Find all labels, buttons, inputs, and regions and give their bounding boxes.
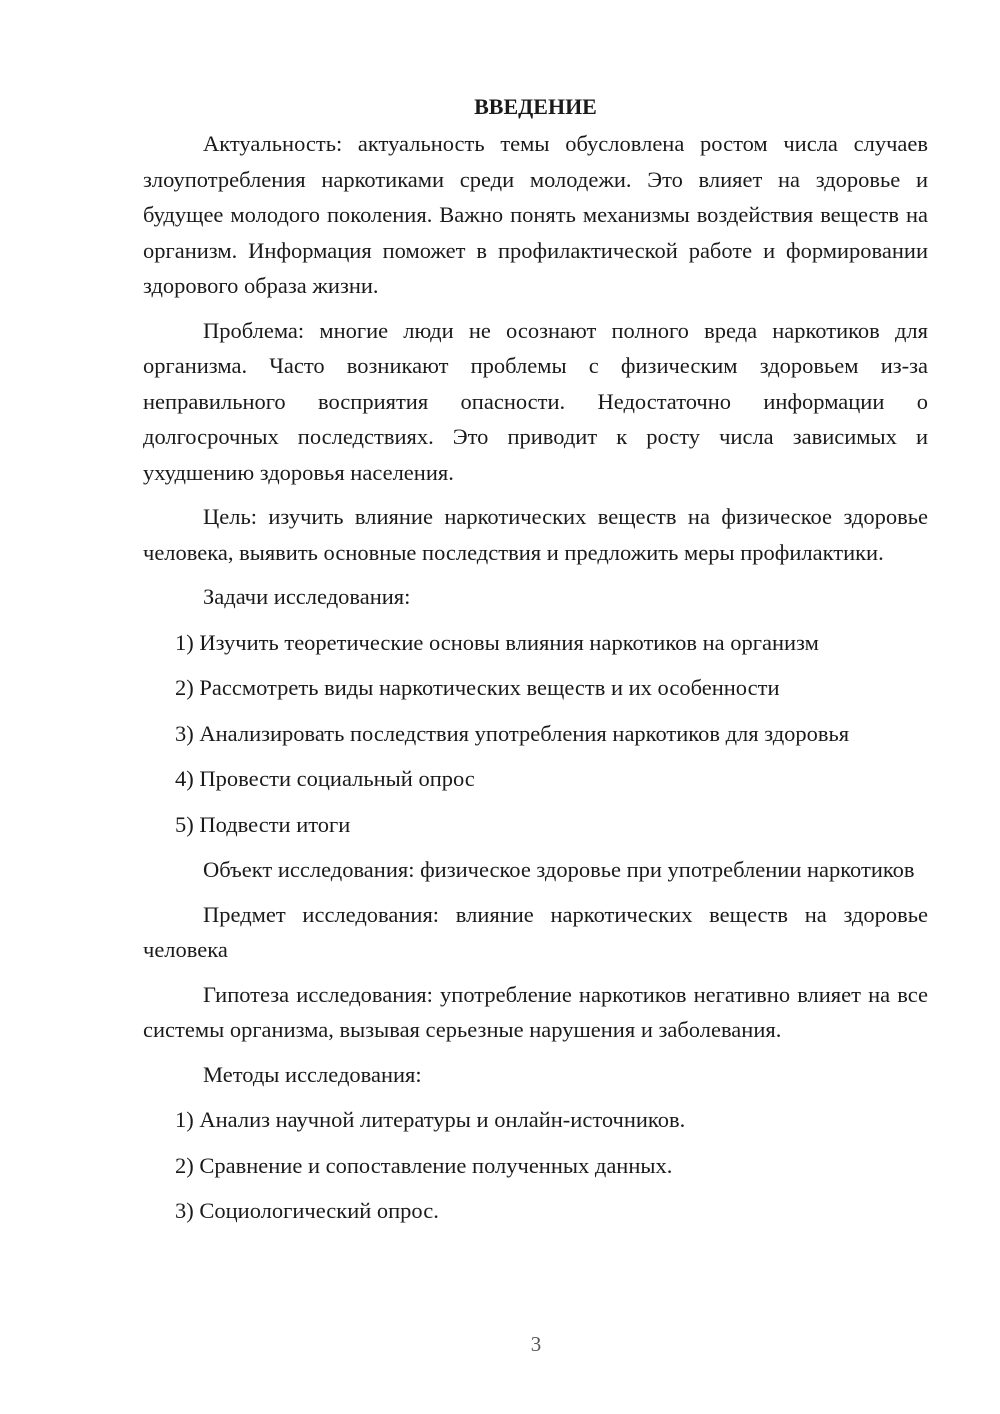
spacer bbox=[143, 1092, 928, 1102]
relevance-paragraph: Актуальность: актуальность темы обусловлена ростом числа случаев злоупотребления наркотиками среди молодежи. Это влияет на здоровье и будущее молодого поколения. Важно понять механизмы воздействия веществ на организм. Информация поможет в профилактической работе и формировании здорового образа жизни. bbox=[143, 131, 928, 298]
spacer bbox=[143, 304, 928, 313]
task-item: 2) Рассмотреть виды наркотических веществ и их особенности bbox=[175, 675, 780, 700]
spacer bbox=[143, 888, 928, 897]
task-item: 1) Изучить теоретические основы влияния наркотиков на организм bbox=[175, 629, 819, 655]
spacer bbox=[143, 490, 928, 499]
tasks-list bbox=[143, 625, 928, 843]
task-item: 3) Анализировать последствия употребления наркотиков для здоровья bbox=[175, 720, 850, 746]
page-number: 3 bbox=[530, 1332, 542, 1356]
goal-paragraph: Цель: изучить влияние наркотических веществ на физическое здоровье человека, выявить основные последствия и предложить меры профилактики. bbox=[143, 504, 928, 565]
subject-paragraph: Предмет исследования: влияние наркотических веществ на здоровье человека bbox=[143, 901, 928, 962]
spacer bbox=[143, 968, 928, 977]
document-page bbox=[143, 92, 928, 1239]
tasks-heading: Задачи исследования: bbox=[203, 584, 411, 609]
hypothesis-paragraph: Гипотеза исследования: употребление наркотиков негативно влияет на все системы организма, вызывая серьезные нарушения и заболевания. bbox=[143, 981, 928, 1042]
task-item: 5) Подвести итоги bbox=[175, 811, 351, 837]
document-title: ВВЕДЕНИЕ bbox=[474, 94, 597, 119]
methods-heading: Методы исследования: bbox=[203, 1061, 422, 1087]
problem-paragraph: Проблема: многие люди не осознают полного вреда наркотиков для организма. Часто возникают проблемы с физическим здоровьем из-за неправильного восприятия опасности. Недостаточно информации о долгосрочных последствиях. Это приводит к росту числа зависимых и ухудшению здоровья населения. bbox=[143, 317, 928, 485]
method-item: 3) Социологический опрос. bbox=[175, 1198, 439, 1223]
task-item: 4) Провести социальный опрос bbox=[175, 766, 475, 791]
spacer bbox=[143, 615, 928, 625]
methods-list bbox=[143, 1102, 928, 1229]
object-paragraph: Объект исследования: физическое здоровье при употреблении наркотиков bbox=[203, 857, 915, 882]
spacer bbox=[143, 570, 928, 579]
method-item: 1) Анализ научной литературы и онлайн-источников. bbox=[175, 1107, 686, 1132]
spacer bbox=[143, 1048, 928, 1057]
method-item: 2) Сравнение и сопоставление полученных данных. bbox=[175, 1152, 673, 1178]
